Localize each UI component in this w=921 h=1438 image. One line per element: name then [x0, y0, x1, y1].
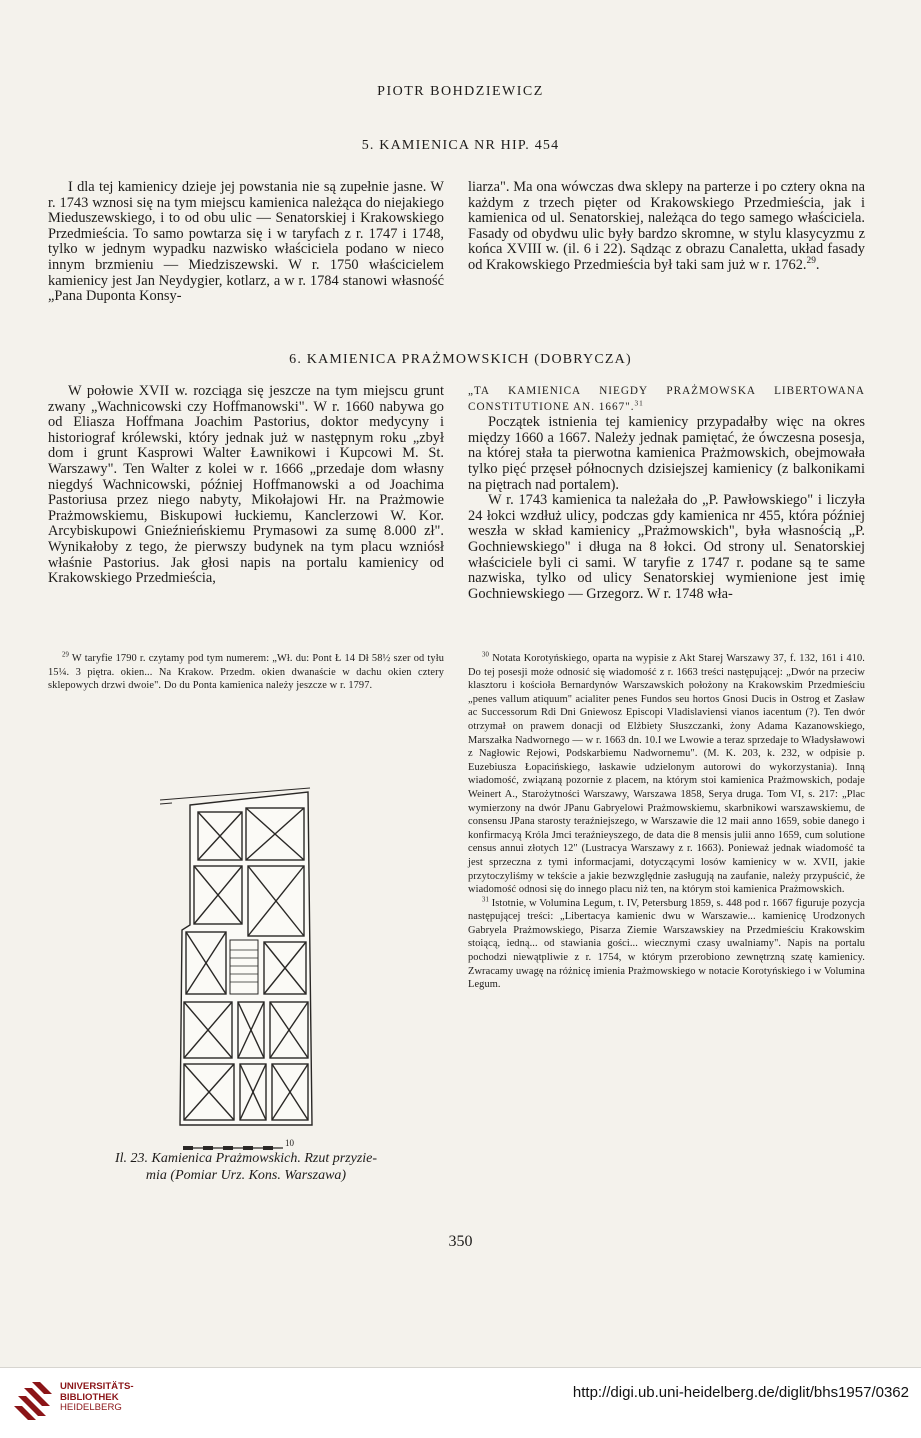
footnote-ref-29: 29 — [806, 256, 816, 267]
figure-caption — [48, 1150, 444, 1184]
logo-line-2: BIBLIOTHEK — [60, 1391, 119, 1403]
footnote-31 — [468, 897, 865, 992]
footer-bar — [0, 1367, 921, 1438]
section-5-right-column — [468, 180, 865, 274]
section-5-left-column — [48, 180, 444, 305]
footnote-29-text: W taryfie 1790 r. czytamy pod tym numerem: „Wł. du: Pont Ł 14 Dł 58½ szer od tyłu 15¼. 3 piętra. okien... Na Krakow. Przedm. okien dwanaście w dachu okien cztery sklepowych drzwi dwoie". Do du Ponta kamienica należy jeszcze w r. 1797. — [48, 653, 444, 692]
scale-bar-label: 10 — [285, 1138, 294, 1148]
section-6-right-column — [468, 384, 865, 602]
running-header: PIOTR BOHDZIEWICZ — [377, 84, 544, 99]
caption-line-2: mia (Pomiar Urz. Kons. Warszawa) — [145, 1168, 347, 1183]
section-6-left-paragraph: W połowie XVII w. rozciąga się jeszcze na tym miejscu grunt zwany „Wachnicowski czy Hoffmanowski". W r. 1660 nabywa go od Eliasza Hoffmana Joachim Pastorius, doktor medycyny i historiograf królewski, który jednak już w następnym roku „zbył dom i grunt Kasprowi Walter Ławnikowi i Kupcowi M. St. Warszawy". Ten Walter z kolei w r. 1666 „przedaje dom własny niegdyś Wachnicowski, później Hoffmanowski a od Joachima Pastoriusa przez niego nabyty, Mikołajowi Hr. na Prażmowie Prażmowskiemu, Biskupowi łuckiemu, Kanclerzowi W. Kor. Arcybiskupowi Gnieźnieńskiemu Prymasowi za sumę 8.000 zł". Wynikałoby z tego, że pierwszy budynek na tym placu wzniósł właśnie Pastorius. Jak głosi napis na portalu kamienicy od Krakowskiego Przedmieścia, — [48, 383, 444, 587]
section-6-right-paragraph-1: Początek istnienia tej kamienicy przypadałby więc na okres między 1660 a 1667. Należy jednak pamiętać, że ówczesna posesja, na której stała ta pierwotna kamienica Prażmowskich, obejmowała tylko pięć przęseł północnych dzisiejszej kamienicy (z balkonikami na piętrach nad portalem). — [468, 414, 865, 493]
caption-line-1: Il. 23. Kamienica Prażmowskich. Rzut przyzie- — [114, 1151, 378, 1166]
footnote-ref-31: 31 — [634, 398, 644, 407]
footnotes-right-column — [468, 652, 865, 992]
library-logo-text[interactable] — [60, 1382, 134, 1414]
logo-line-1: UNIVERSITÄTS- — [60, 1381, 134, 1392]
footnote-30 — [468, 652, 865, 897]
portal-inscription — [468, 384, 865, 415]
floor-plan-drawing — [160, 740, 340, 1130]
footnote-31-mark: 31 — [482, 896, 489, 904]
section-6-right-paragraph-2: W r. 1743 kamienica ta należała do „P. Pawłowskiego" i liczyła 24 łokci wzdłuż ulicy, podczas gdy kamienica nr 455, która później weszła w skład kamienicy „Prażmowskich", była własnością „P. Gochniewskiego" i długa na 8 łokci. Od strony ul. Senatorskiej właściciele byli ci sami. W taryfie z 1747 r. podane są te same nazwiska, tylko od ulicy Senatorskiej wymienione jest imię Gochniewskiego — Grzegorz. W r. 1748 wła- — [468, 492, 865, 602]
section-5-right-text: liarza". Ma ona wówczas dwa sklepy na parterze i po cztery okna na każdym z trzech pięter od Krakowskiego Przedmieścia, jak i kamienica od ul. Senatorskiej, należąca do tego samego właściciela. Fasady od obydwu ulic były bardzo skromne, w stylu klasycyzmu z końca XVIII w. (il. 6 i 22). Sądząc z obrazu Canaletta, układ fasady od Krakowskiego Przedmieścia był taki sam już w r. 1762. — [468, 179, 865, 273]
footnote-29-mark: 29 — [62, 651, 69, 659]
library-logo-icon[interactable] — [14, 1382, 52, 1420]
footnote-29 — [48, 652, 444, 693]
logo-line-3: HEIDELBERG — [60, 1402, 122, 1413]
section-5-left-paragraph: I dla tej kamienicy dzieje jej powstania nie są zupełnie jasne. W r. 1743 wznosi się na tym miejscu kamienica należąca do niejakiego Mieduszewskiego, i to od obu ulic — Senatorskiej i Krakowskiego Przedmieścia. To samo powtarza się i w taryfach z r. 1747 i 1748, tylko w jednym wypadku nazwisko właściciela podano w nieco innym brzmieniu — Miedziszewski. W r. 1750 właścicielem kamienicy jest Jan Neydygier, kotlarz, a w r. 1784 stanowi własność „Pana Duponta Konsy- — [48, 179, 444, 305]
section-5-title: 5. KAMIENICA NR HIP. 454 — [361, 138, 560, 153]
footnote-30-text: Notata Korotyńskiego, oparta na wypisie z Akt Starej Warszawy 37, f. 132, 161 i 410. Do tej posesji może odnosić się wiadomość z r. 1663 treści następującej: „Dwór na przeciw klasztoru i kościoła Bernardynów Warszawskich położony na Krakowskim Przedmieściu „penes vallum atiquum" acialiter penes Fundos seu hortos Gnosi Ducis in Ostrog et Zasław ac Successorum Rdi Dni Gniewosz Episcopi Vladislaviensi vianos iacentum (?). Ten dwór otrzymał on prawem donacji od Elżbiety Słuszczanki, żony Adama Kazanowskiego, Marszałka Nadwornego — w r. 1663 dn. 10.I we Lwowie a teraz sprzedaje to Władysławowi z Nagłowic Rejowi, Podskarbiemu Nadwornemu". (M. K. 203, k. 232, w odpisie p. Euzebiusza Łopacińskiego, łaskawie udzielonym autorowi do wykorzystania). Inną wiadomość, związaną pozornie z placem, na którym stoi kamienica Prażmowskich, podaje Weinert A., Starożytności Warszawy, Warszawa 1858, Serya druga. Tom VI, s. 217: „Plac wymierzony na dwór JPanu Gabryelowi Prażmowskiemu, skarbnikowi warszawskiemu, de consensu JPana starosty teraźniejszego, w Warszawie die 12 maii anno 1659, sobie danego i konfirmacyą Króla Jmci teraźnieyszego, de data die 8 mensis julii anno 1659, cum solutione census annui złotych 12" (Lustracya Warszawy z r. 1663). Ponieważ jednak wiadomość ta jest sprzeczna z tymi informacjami, dotyczącymi losów kamienicy w w. XVII, jakie przytoczyliśmy w tekście a jakie bezwzględnie zasługują na zaufanie, należy przypuścić, że wiadomość odnosi się do innego placu niż ten, na którym stoi kamienica Prażmowskich. — [468, 653, 865, 896]
permalink — [573, 1384, 909, 1401]
inscription-text: „TA KAMIENICA NIEGDY PRAŻMOWSKA LIBERTOWANA CONSTITUTIONE AN. 1667". — [468, 385, 865, 413]
section-6-title: 6. KAMIENICA PRAŻMOWSKICH (DOBRYCZA) — [289, 352, 632, 367]
footnote-31-text: Istotnie, w Volumina Legum, t. IV, Petersburg 1859, s. 448 pod r. 1667 figuruje pozycja następującej treści: „Libertacya kamienic dwu w Warszawie... kamienicę Urodzonych Gabryela Prażmowskiego, Pisarza Ziemie Warszawskiey na Przedmieściu Krakowskim stoiącą, iedną... od stawiania gości... wiecznymi czasy uwalniamy". Napis na portalu pochodzi niewątpliwie z r. 1754, w którym przerobiono zewnętrzną szatę kamienicy. Zwracamy uwagę na różnicę imienia Prażmowskiego w notacie Korotyńskiego i w Volumina Legum. — [468, 897, 866, 991]
permalink-link[interactable]: http://digi.ub.uni-heidelberg.de/diglit/bhs1957/0362 — [572, 1384, 909, 1401]
section-5-right-paragraph: liarza". Ma ona wówczas dwa sklepy na parterze i po cztery okna na każdym z trzech pięter od Krakowskiego Przedmieścia, jak i kamienica od ul. Senatorskiej, należąca do tego samego właściciela. Fasady od obydwu ulic były bardzo skromne, w stylu klasycyzmu z końca XVIII w. (il. 6 i 22). Sądząc z obrazu Canaletta, układ fasady od Krakowskiego Przedmieścia był taki sam już w r. 1762.29. — [468, 179, 865, 273]
section-6-left-column — [48, 384, 444, 587]
page-number: 350 — [448, 1233, 473, 1250]
footnote-30-mark: 30 — [482, 651, 489, 659]
